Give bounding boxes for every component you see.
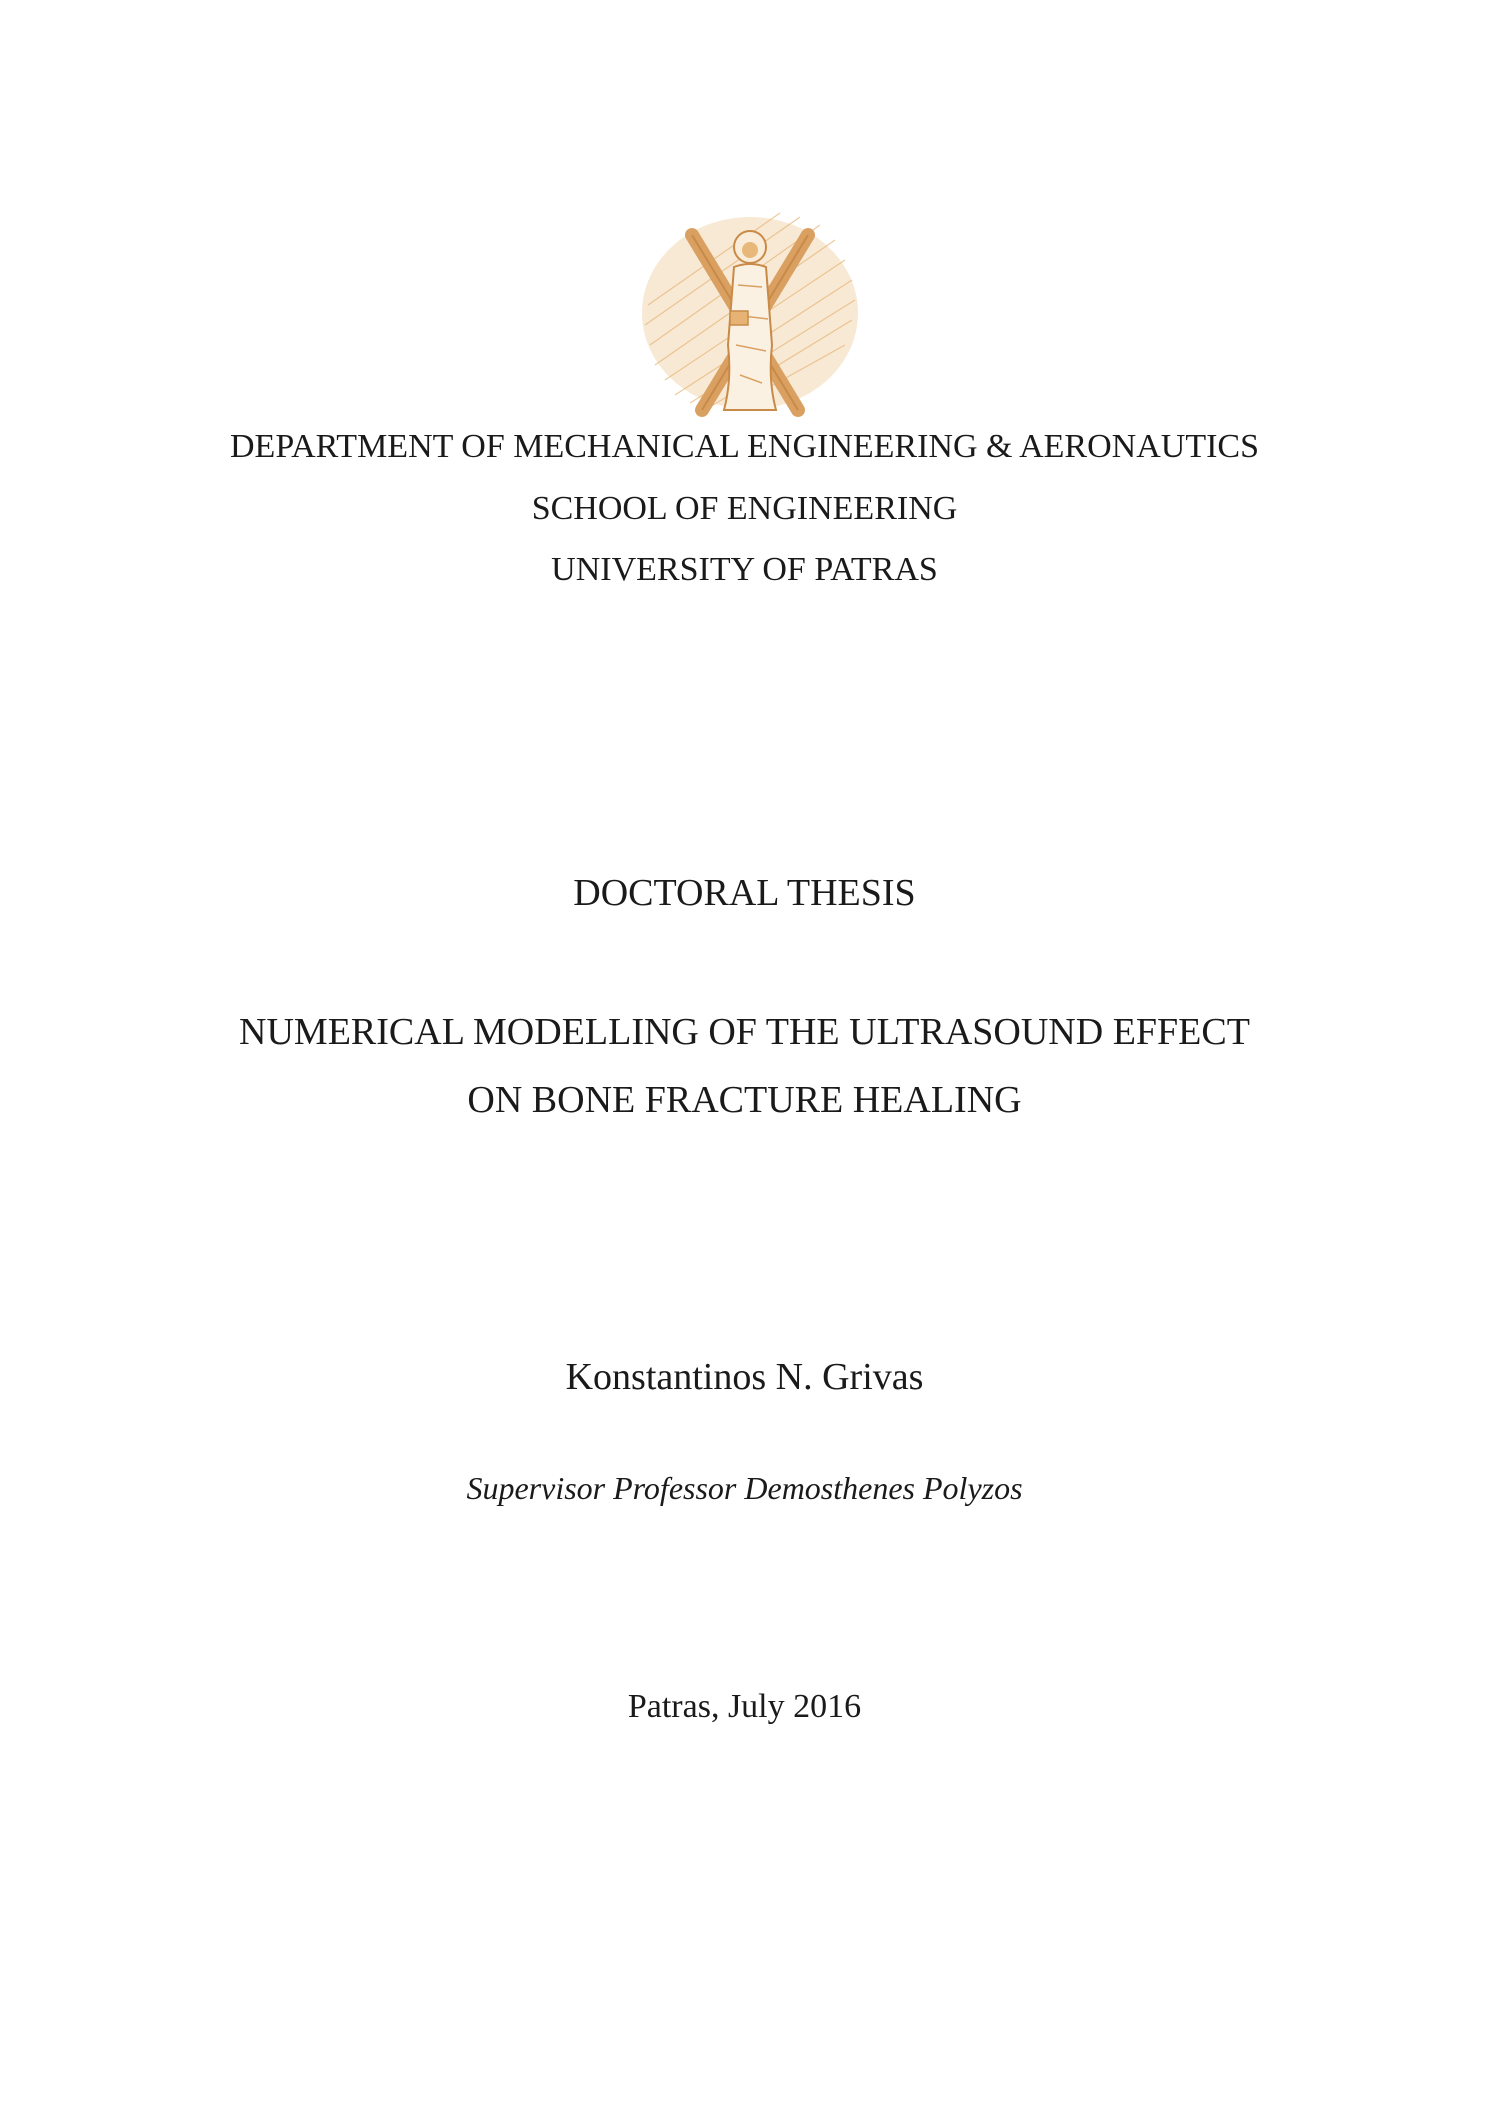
university-name: UNIVERSITY OF PATRAS	[551, 551, 938, 588]
school-name: SCHOOL OF ENGINEERING	[531, 490, 958, 527]
department-name: DEPARTMENT OF MECHANICAL ENGINEERING & AERONAUTICS	[230, 428, 1259, 465]
thesis-title-line-1: NUMERICAL MODELLING OF THE ULTRASOUND EFFECT	[239, 1011, 1250, 1053]
place-and-date: Patras, July 2016	[627, 1688, 862, 1725]
thesis-title-line-2: ON BONE FRACTURE HEALING	[467, 1079, 1022, 1121]
thesis-type: DOCTORAL THESIS	[573, 872, 916, 914]
university-seal-icon	[630, 195, 870, 435]
author-name: Konstantinos N. Grivas	[565, 1356, 924, 1398]
supervisor-line: Supervisor Professor Demosthenes Polyzos	[466, 1470, 1023, 1506]
